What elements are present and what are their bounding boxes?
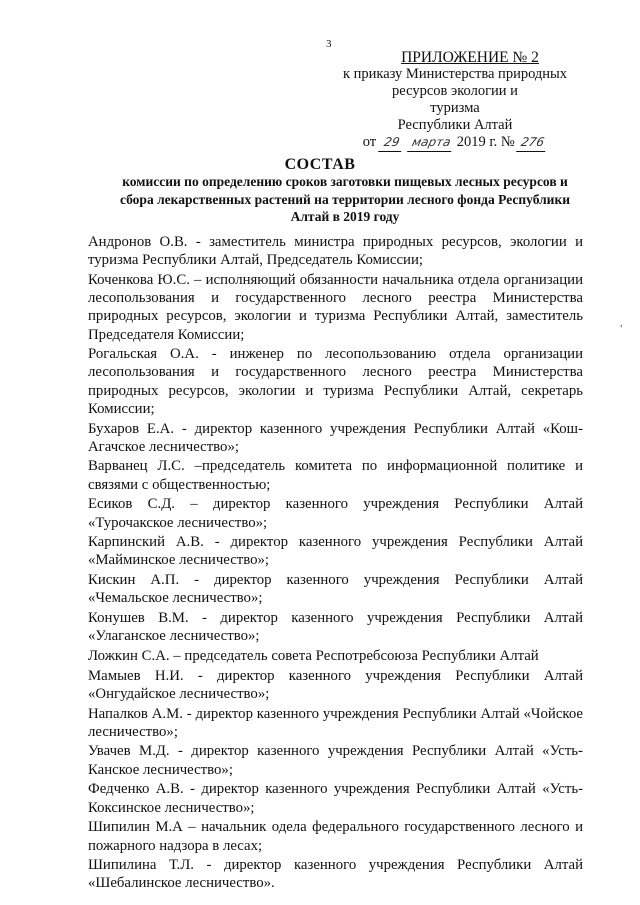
member-entry: Увачев М.Д. - директор казенного учреждения Республики Алтай «Усть-Канское лесничество»; — [88, 743, 583, 778]
members-list — [88, 233, 583, 894]
handwritten-month: марта — [407, 134, 455, 152]
appendix-line: Республики Алтай — [397, 117, 513, 133]
order-date-line — [330, 134, 580, 152]
member-entry: Шипилина Т.Л. - директор казенного учреждения Республики Алтай «Шебалинское лесничество». — [88, 857, 583, 892]
document-title: СОСТАВ — [284, 156, 356, 173]
appendix-header: ПРИЛОЖЕНИЕ № 2 — [401, 49, 539, 66]
page-number: 3 — [326, 38, 332, 50]
appendix-line: к приказу Министерства природных — [342, 66, 568, 82]
member-entry: Конушев В.М. - директор казенного учреждения Республики Алтай «Улаганское лесничество»; — [88, 610, 583, 645]
member-entry: Коченкова Ю.С. – исполняющий обязанности начальника отдела организации лесопользования и государственного лесного реестра Министерства природных ресурсов, экологии и туризма Республики Алтай, заместитель Председателя Комиссии; — [88, 271, 583, 343]
handwritten-day: 29 — [378, 134, 405, 152]
member-entry: Андронов О.В. - заместитель министра природных ресурсов, экологии и туризма Республики Алтай, Председатель Комиссии; — [88, 234, 583, 269]
handwritten-order-number: 276 — [516, 134, 549, 152]
member-entry: Рогальская О.А. - инженер по лесопользованию отдела организации лесопользования и государственного лесного реестра Министерства природных ресурсов, экологии и туризма Республики Алтай, секретарь Комиссии; — [88, 346, 583, 417]
member-entry: Есиков С.Д. – директор казенного учреждения Республики Алтай «Турочакское лесничество»; — [88, 496, 583, 531]
appendix-block — [330, 49, 580, 152]
document-subtitle: комиссии по определению сроков заготовки пищевых лесных ресурсов и сбора лекарственных растений на территории лесного фонда Республики Алтай в 2019 году — [119, 174, 571, 224]
member-entry: Мамыев Н.И. - директор казенного учреждения Республики Алтай «Онгудайское лесничество»; — [88, 667, 583, 702]
scan-mark: , — [620, 318, 623, 329]
member-entry: Напалков А.М. - директор казенного учреждения Республики Алтай «Чойское лесничество»; — [88, 705, 583, 740]
date-year: 2019 г. № — [456, 134, 515, 150]
member-entry: Федченко А.В. - директор казенного учреждения Республики Алтай «Усть-Коксинское лесничество»; — [88, 781, 583, 816]
appendix-line: туризма — [430, 100, 480, 116]
member-entry: Кискин А.П. - директор казенного учреждения Республики Алтай «Чемальское лесничество»; — [88, 572, 583, 607]
member-entry: Бухаров Е.А. - директор казенного учреждения Республики Алтай «Кош-Агачское лесничество»; — [88, 420, 583, 455]
member-entry: Варванец Л.С. –председатель комитета по информационной политике и связями с общественностью; — [88, 458, 583, 493]
appendix-line: ресурсов экологии и — [392, 83, 518, 99]
member-entry: Ложкин С.А. – председатель совета Респотребсоюза Республики Алтай — [88, 647, 539, 664]
member-entry: Карпинский А.В. - директор казенного учреждения Республики Алтай «Майминское лесничество»; — [88, 534, 583, 569]
member-entry: Шипилин М.А – начальник одела федерального государственного лесного и пожарного надзора в лесах; — [88, 819, 583, 854]
date-prefix: от — [362, 134, 377, 150]
